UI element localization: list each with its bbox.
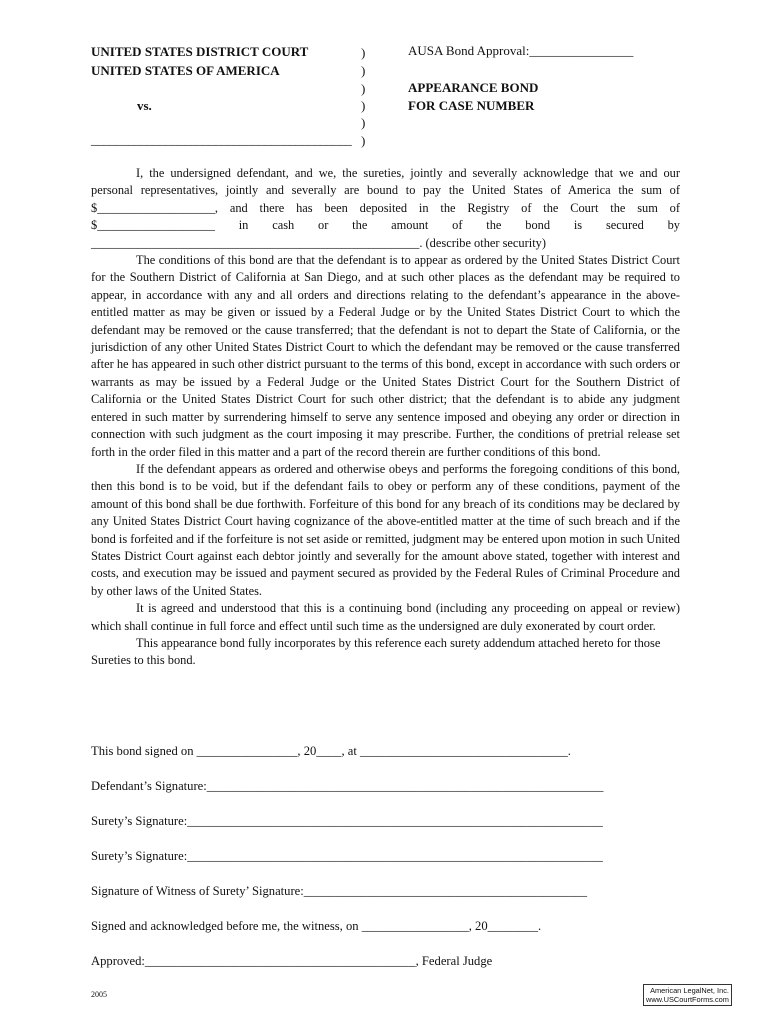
paragraph-continuing-bond: It is agreed and understood that this is a continuing bond (including any proceeding on appeal or review) which shall continue in full force and effect until such time as the undersigned are duly exonerated by court order. <box>91 601 680 633</box>
caption-paren: ) <box>361 98 366 113</box>
publisher-url: www.USCourtForms.com <box>646 995 729 1004</box>
witness-signature-line[interactable]: Signature of Witness of Surety’ Signature:_____________________________________________ <box>91 884 588 898</box>
surety-signature-line-1[interactable]: Surety’s Signature:__________________________________________________________________ <box>91 814 603 828</box>
publisher-stamp <box>643 984 732 1006</box>
form-year: 2005 <box>91 990 107 999</box>
caption-paren: ) <box>361 63 366 78</box>
paragraph-surety-addendum: This appearance bond fully incorporates by this reference each surety addendum attached hereto for those Sureties to this bond. <box>91 635 661 668</box>
case-number-label: FOR CASE NUMBER <box>408 98 535 113</box>
ausa-bond-approval: AUSA Bond Approval:________________ <box>408 43 634 58</box>
paragraph-acknowledgment: I, the undersigned defendant, and we, the sureties, jointly and severally acknowledge that we and our personal representatives, jointly and severally are bound to pay the United States of America the sum of $___________________, and there has been deposited in the Registry of the Court the sum of $___________________ in cash or the amount of the bond is secured by _____________________________________________________. (describe other security) <box>91 166 680 250</box>
paragraph-forfeiture: If the defendant appears as ordered and otherwise obeys and performs the foregoing conditions of this bond, then this bond is to be void, but if the defendant fails to obey or perform any of these conditions, payment of the amount of this bond shall be due forthwith. Forfeiture of this bond for any breach of its conditions may be declared by any United States District Court having cognizance of the above-entitled matter at the time of such breach and if the bond is forfeited and if the forfeiture is not set aside or remitted, judgment may be entered upon motion in such United States District Court against each debtor jointly and severally for the amount above stated, together with interest and costs, and execution may be issued and payment secured as provided by the Federal Rules of Criminal Procedure and by other laws of the United States. <box>91 461 680 598</box>
defendant-name-line: __________________________________________ <box>91 132 352 147</box>
paragraph-conditions: The conditions of this bond are that the defendant is to appear as ordered by the United States District Court for the Southern District of California at San Diego, and at such other places as the defendant may be required to appear, in accordance with any and all orders and directions relating to the defendant’s appearance in the above-entitled matter as may be given or issued by a Federal Judge or by the United States District Court to which the defendant may be removed or the cause transferred; that the defendant is not to depart the State of California, or the jurisdiction of any other United States District Court to which the defendant may be removed or the cause transferred after he has appeared in such other district pursuant to the terms of this bond, except in accordance with such orders or warrants as may be issued by a Federal Judge or the United States District Court for the Southern District of California or the United States District Court for such other district; that the defendant is to abide any judgment entered in such matter by surrendering himself to serve any sentence imposed and obeying any order or direction in connection with such judgment as the court imposing it may prescribe. Further, the conditions of pretrial release set forth in the order filed in this matter and a part of the record therein are further conditions of this bond. <box>91 253 680 459</box>
caption-paren: ) <box>361 45 366 60</box>
publisher-name: American LegalNet, Inc. <box>650 986 729 995</box>
caption-paren: ) <box>361 81 366 96</box>
caption-paren: ) <box>361 133 366 148</box>
defendant-signature-line[interactable]: Defendant’s Signature:_______________________________________________________________ <box>91 779 604 793</box>
bond-terms <box>91 165 680 670</box>
plaintiff-name: UNITED STATES OF AMERICA <box>91 63 280 78</box>
versus-label: vs. <box>137 98 152 113</box>
judge-approval-line[interactable]: Approved:___________________________________________, Federal Judge <box>91 954 493 968</box>
surety-signature-line-2[interactable]: Surety’s Signature:__________________________________________________________________ <box>91 849 603 863</box>
bond-signed-on-line[interactable]: This bond signed on ________________, 20____, at _________________________________. <box>91 744 571 758</box>
document-title: APPEARANCE BOND <box>408 80 539 95</box>
acknowledgment-line[interactable]: Signed and acknowledged before me, the witness, on _________________, 20________. <box>91 919 542 933</box>
caption-paren: ) <box>361 115 366 130</box>
court-name: UNITED STATES DISTRICT COURT <box>91 44 309 59</box>
